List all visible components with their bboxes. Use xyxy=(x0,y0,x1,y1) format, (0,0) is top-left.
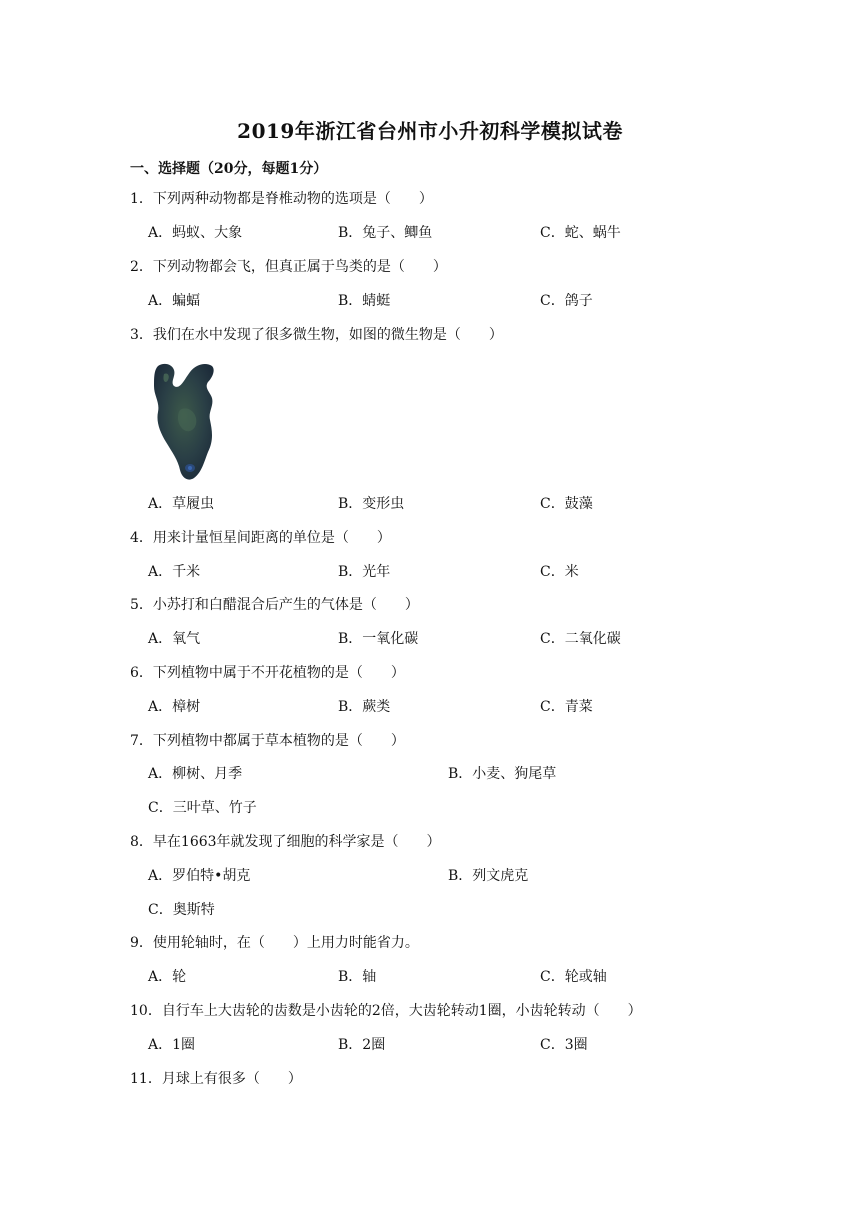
question-1-option-c: C．蛇、蜗牛 xyxy=(540,225,621,241)
microorganism-image xyxy=(150,360,218,482)
question-9-option-a: A．轮 xyxy=(148,969,187,985)
question-9-option-c: C．轮或轴 xyxy=(540,969,607,985)
question-7-option-a: A．柳树、月季 xyxy=(148,766,243,782)
question-10-option-a: A．1圈 xyxy=(148,1037,196,1053)
question-6-option-b: B．蕨类 xyxy=(338,699,391,715)
question-5-option-c: C．二氧化碳 xyxy=(540,631,621,647)
question-4-stem: 4．用来计量恒星间距离的单位是（ ） xyxy=(130,530,391,546)
question-1-option-b: B．兔子、鲫鱼 xyxy=(338,225,433,241)
question-3-option-a: A．草履虫 xyxy=(148,496,215,512)
question-1-stem: 1．下列两种动物都是脊椎动物的选项是（ ） xyxy=(130,191,433,207)
question-6-option-c: C．青菜 xyxy=(540,699,593,715)
question-2-option-a: A．蝙蝠 xyxy=(148,293,201,309)
question-4-option-b: B．光年 xyxy=(338,564,391,580)
question-4-option-c: C．米 xyxy=(540,564,579,580)
question-6-stem: 6．下列植物中属于不开花植物的是（ ） xyxy=(130,665,405,681)
question-6-option-a: A．樟树 xyxy=(148,699,201,715)
question-5-option-a: A．氧气 xyxy=(148,631,201,647)
question-11-stem: 11．月球上有很多（ ） xyxy=(130,1071,302,1087)
question-7-option-b: B．小麦、狗尾草 xyxy=(448,766,557,782)
question-7-stem: 7．下列植物中都属于草本植物的是（ ） xyxy=(130,733,405,749)
question-5-stem: 5．小苏打和白醋混合后产生的气体是（ ） xyxy=(130,597,419,613)
question-9-stem: 9．使用轮轴时，在（ ）上用力时能省力。 xyxy=(130,935,419,951)
exam-title: 2019年浙江省台州市小升初科学模拟试卷 xyxy=(237,119,623,143)
question-2-stem: 2．下列动物都会飞，但真正属于鸟类的是（ ） xyxy=(130,259,447,275)
question-4-option-a: A．千米 xyxy=(148,564,201,580)
question-3-option-b: B．变形虫 xyxy=(338,496,405,512)
question-8-stem: 8．早在1663年就发现了细胞的科学家是（ ） xyxy=(130,834,441,850)
question-2-option-c: C．鸽子 xyxy=(540,293,593,309)
question-3-option-c: C．鼓藻 xyxy=(540,496,593,512)
question-2-option-b: B．蜻蜓 xyxy=(338,293,391,309)
question-9-option-b: B．轴 xyxy=(338,969,377,985)
question-8-option-a: A．罗伯特•胡克 xyxy=(148,868,251,884)
section-heading: 一、选择题（20分，每题1分） xyxy=(130,161,328,177)
question-5-option-b: B．一氧化碳 xyxy=(338,631,419,647)
question-1-option-a: A．蚂蚁、大象 xyxy=(148,225,243,241)
question-7-option-c: C．三叶草、竹子 xyxy=(148,800,257,816)
question-10-option-c: C．3圈 xyxy=(540,1037,588,1053)
question-10-option-b: B．2圈 xyxy=(338,1037,386,1053)
question-8-option-c: C．奥斯特 xyxy=(148,902,215,918)
question-10-stem: 10．自行车上大齿轮的齿数是小齿轮的2倍，大齿轮转动1圈，小齿轮转动（ ） xyxy=(130,1003,642,1019)
question-8-option-b: B．列文虎克 xyxy=(448,868,529,884)
question-3-stem: 3．我们在水中发现了很多微生物，如图的微生物是（ ） xyxy=(130,327,503,343)
